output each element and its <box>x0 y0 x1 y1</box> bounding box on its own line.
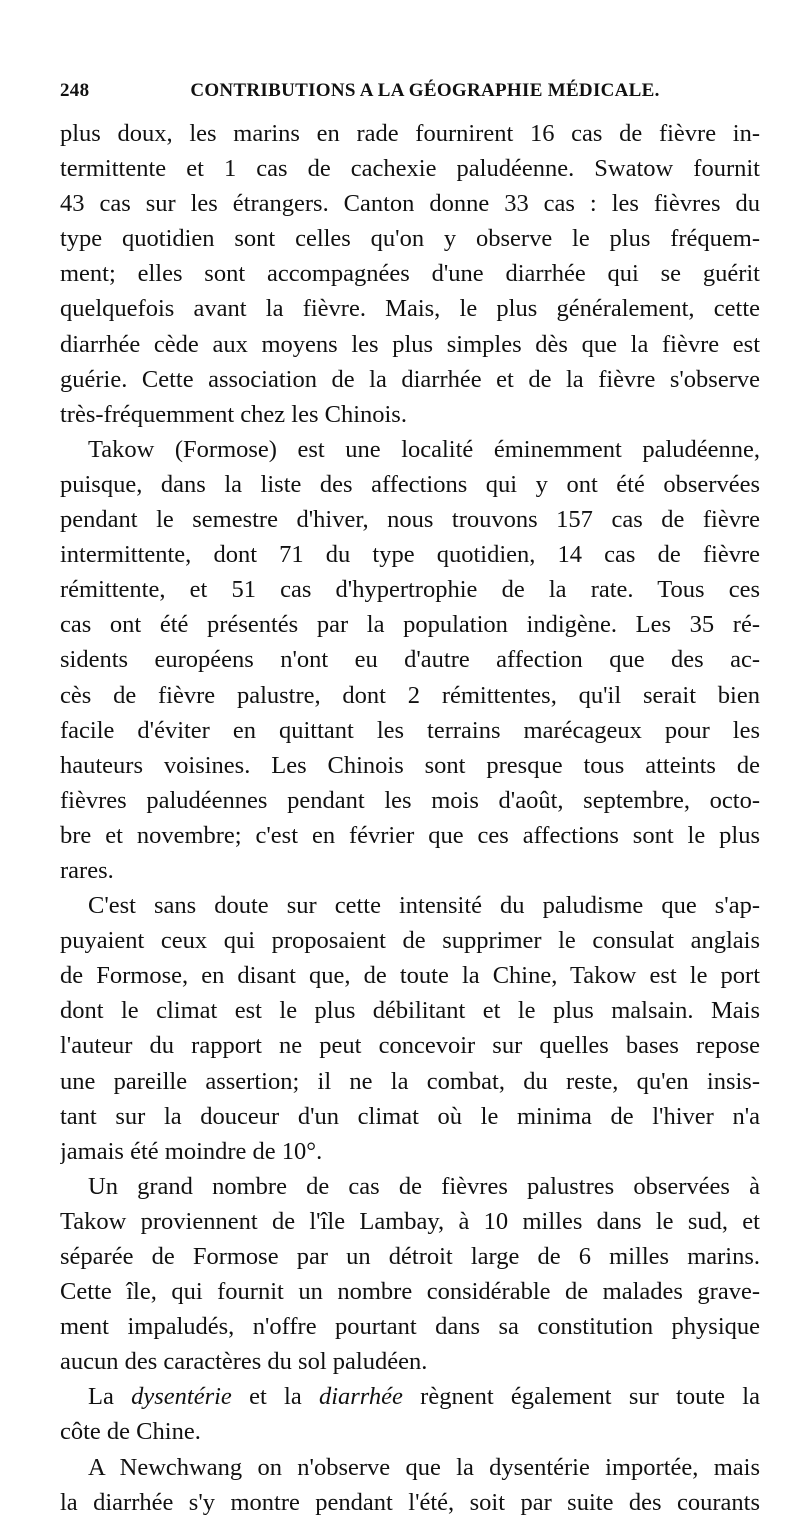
text-line: la diarrhée s'y montre pendant l'été, soit par suite des courants <box>60 1488 760 1516</box>
text-run: La <box>88 1383 132 1411</box>
text-line: facile d'éviter en quittant les terrains marécageux pour les <box>60 716 760 744</box>
text-line: C'est sans doute sur cette intensité du paludisme que s'ap- <box>88 892 760 920</box>
text-line: guérie. Cette association de la diarrhée et de la fièvre s'observe <box>60 365 760 393</box>
text-line: cas ont été présentés par la population indigène. Les 35 ré- <box>60 611 760 639</box>
text-line: quelquefois avant la fièvre. Mais, le plus généralement, cette <box>60 295 760 323</box>
text-line: séparée de Formose par un détroit large de 6 milles marins. <box>60 1243 760 1270</box>
text-line: l'auteur du rapport ne peut concevoir sur quelles bases repose <box>60 1032 760 1060</box>
text-line: type quotidien sont celles qu'on y observe le plus fréquem- <box>60 225 760 253</box>
text-line: fièvres paludéennes pendant les mois d'août, septembre, octo- <box>60 786 760 814</box>
text-line: ment; elles sont accompagnées d'une diarrhée qui se guérit <box>60 260 760 288</box>
body-text <box>60 116 760 1520</box>
text-line: très-fréquemment chez les Chinois. <box>60 400 407 428</box>
italic-term-diarrhee: diarrhée <box>318 1383 403 1411</box>
text-line: pendant le semestre d'hiver, nous trouvons 157 cas de fièvre <box>60 506 760 534</box>
text-line: Cette île, qui fournit un nombre considérable de malades grave- <box>60 1278 760 1306</box>
text-line: termittente et 1 cas de cachexie paludéenne. Swatow fournit <box>60 155 760 183</box>
running-head <box>60 80 760 116</box>
text-line: sidents européens n'ont eu d'autre affection que des ac- <box>60 646 760 674</box>
text-line: cès de fièvre palustre, dont 2 rémittentes, qu'il serait bien <box>60 681 760 709</box>
text-line: diarrhée cède aux moyens les plus simples dès que la fièvre est <box>60 330 760 358</box>
running-title: CONTRIBUTIONS A LA GÉOGRAPHIE MÉDICALE. <box>190 80 660 101</box>
text-line: ment impaludés, n'offre pourtant dans sa constitution physique <box>60 1313 760 1341</box>
text-line: une pareille assertion; il ne la combat, du reste, qu'en insis- <box>60 1067 760 1095</box>
text-line: de Formose, en disant que, de toute la Chine, Takow est le port <box>60 962 760 990</box>
text-line: Takow (Formose) est une localité éminemment paludéenne, <box>88 435 760 463</box>
text-line: intermittente, dont 71 du type quotidien, 14 cas de fièvre <box>60 541 760 569</box>
text-line: côte de Chine. <box>60 1418 201 1446</box>
text-line: tant sur la douceur d'un climat où le minima de l'hiver n'a <box>60 1102 760 1130</box>
text-line <box>60 1379 760 1414</box>
text-line: bre et novembre; c'est en février que ces affections sont le plus <box>60 821 760 849</box>
text-run: règnent également sur toute la <box>402 1383 760 1411</box>
text-line: puyaient ceux qui proposaient de supprimer le consulat anglais <box>60 927 760 955</box>
text-line: 43 cas sur les étrangers. Canton donne 33 cas : les fièvres du <box>60 190 760 218</box>
text-line: puisque, dans la liste des affections qui y ont été observées <box>60 470 760 498</box>
italic-term-dysenterie: dysentérie <box>131 1383 232 1411</box>
text-line: hauteurs voisines. Les Chinois sont presque tous atteints de <box>60 751 760 779</box>
text-line: Un grand nombre de cas de fièvres palustres observées à <box>88 1172 760 1200</box>
text-line: dont le climat est le plus débilitant et le plus malsain. Mais <box>60 997 760 1025</box>
page <box>60 80 760 1520</box>
text-line: aucun des caractères du sol paludéen. <box>60 1348 428 1376</box>
text-line: plus doux, les marins en rade fournirent 16 cas de fièvre in- <box>60 120 760 147</box>
text-line: jamais été moindre de 10°. <box>60 1137 323 1165</box>
text-run: et la <box>231 1383 319 1411</box>
text-line: A Newchwang on n'observe que la dysentérie importée, mais <box>88 1453 760 1481</box>
text-line: rémittente, et 51 cas d'hypertrophie de la rate. Tous ces <box>60 576 760 604</box>
text-line: rares. <box>60 856 114 884</box>
page-number: 248 <box>60 80 90 101</box>
text-line: Takow proviennent de l'île Lambay, à 10 milles dans le sud, et <box>60 1207 760 1235</box>
